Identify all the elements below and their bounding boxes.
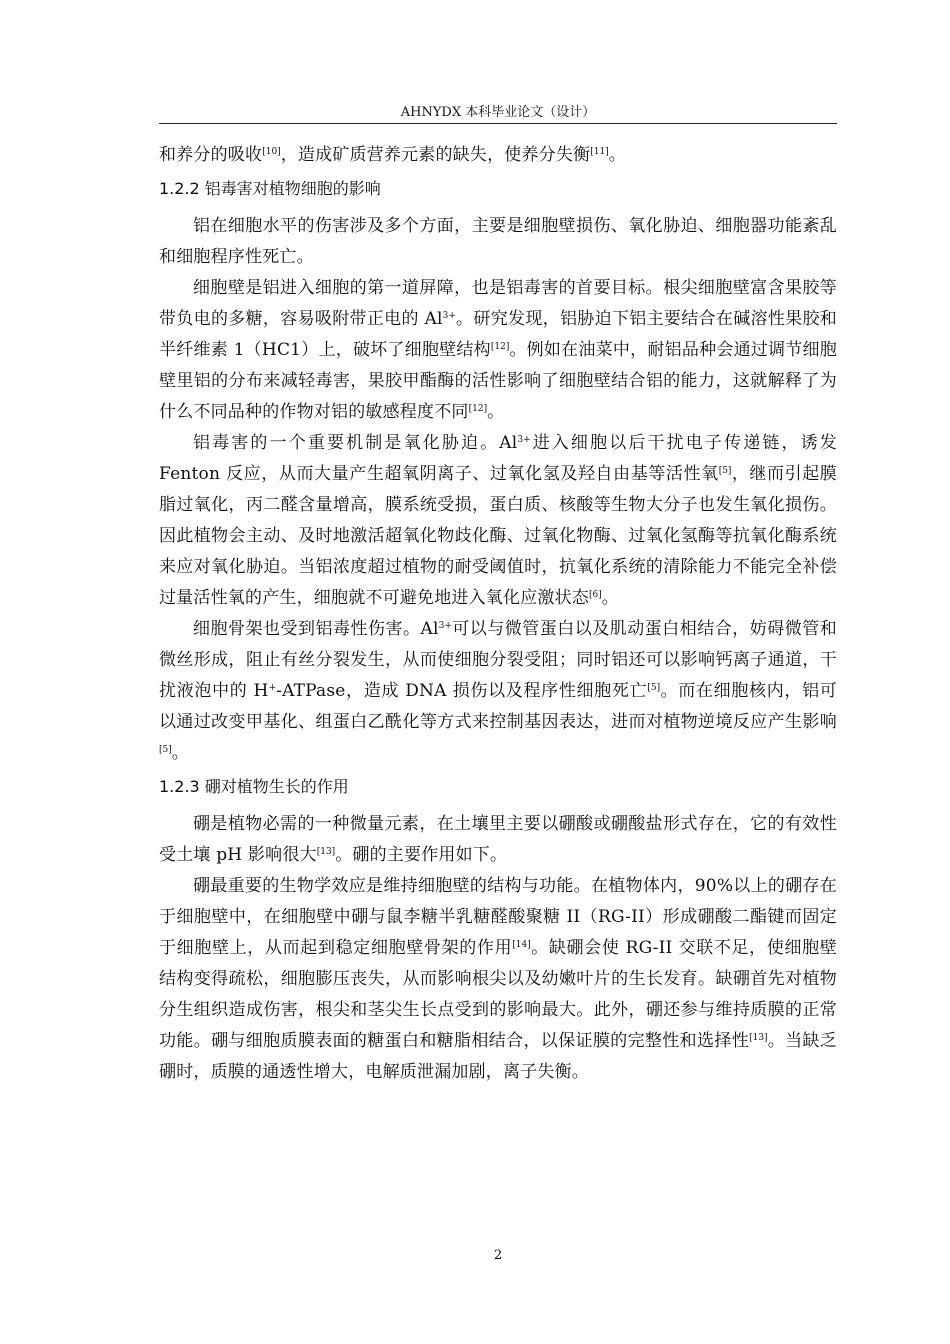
paragraph-cell-damage-overview: 铝在细胞水平的伤害涉及多个方面，主要是细胞壁损伤、氧化胁迫、细胞器功能紊乱和细胞程序性死亡。	[159, 216, 837, 267]
citation: [11]	[590, 147, 609, 157]
citation: [6]	[589, 590, 602, 600]
page-body	[159, 140, 837, 1088]
section-heading-1-2-3: 1.2.3 硼对植物生长的作用	[159, 777, 349, 796]
citation: [12]	[468, 404, 488, 414]
superscript: 3+	[442, 311, 456, 321]
text-run: 。缺硼会使 RG-II 交联不足，使细胞壁结构变得疏松，细胞膨压丧失，从而影响根尖以及幼嫩叶片的生长发育。缺硼首先对植物分生组织造成伤害，根尖和茎尖生长点受到的影响最大。此外，硼还参与维持质膜的正常功能。硼与细胞质膜表面的糖蛋白和糖脂相结合，以保证膜的完整性和选择性	[159, 938, 838, 1051]
paragraph-cytoskeleton	[159, 614, 837, 769]
text-run: 细胞骨架也受到铝毒性伤害。Al	[193, 619, 439, 639]
citation: [5]	[159, 745, 172, 755]
paragraph-cell-wall	[159, 273, 837, 428]
citation: [10]	[262, 147, 281, 157]
text-run: ，继而引起膜脂过氧化，丙二醛含量增高，膜系统受损，蛋白质、核酸等生物大分子也发生氧化损伤。因此植物会主动、及时地激活超氧化物歧化酶、过氧化物酶、过氧化氢酶等抗氧化酶系统来应对氧化胁迫。当铝浓度超过植物的耐受阈值时，抗氧化系统的清除能力不能完全补偿过量活性氧的产生，细胞就不可避免地进入氧化应激状态	[159, 464, 837, 608]
text-run: ，造成矿质营养元素的缺失，使养分失衡	[280, 145, 591, 165]
header-rule	[159, 123, 837, 124]
text-run: 可以与微管蛋白以及肌动蛋白相结合，妨碍微管和微丝形成，阻止有丝分裂发生，从而使细胞分裂受阻；同时铝还可以影响钙离子通道，干扰液泡中的 H	[159, 619, 837, 701]
text-run: 细胞壁是铝进入细胞的第一道屏障，也是铝毒害的首要目标。根尖细胞壁富含果胶等带负电的多糖，容易吸附带正电的 Al	[159, 278, 837, 329]
text-run: 和养分的吸收	[159, 145, 263, 165]
page-number: 2	[493, 1248, 503, 1263]
text-run: 。当缺乏硼时，质膜的通透性增大，电解质泄漏加剧，离子失衡。	[159, 1031, 837, 1082]
paragraph-boron-cell-wall	[159, 871, 837, 1088]
citation: [13]	[316, 847, 336, 857]
text-run: 铝毒害的一个重要机制是氧化胁迫。Al	[193, 433, 518, 453]
superscript: 3+	[517, 435, 531, 445]
superscript: 3+	[438, 621, 452, 631]
text-run: 。例如在油菜中，耐铝品种会通过调节细胞壁里铝的分布来减轻毒害，果胶甲酯酶的活性影响了细胞壁结合铝的能力，这就解释了为什么不同品种的作物对铝的敏感程度不同	[159, 340, 837, 422]
text-run: 。	[601, 588, 619, 608]
superscript: +	[268, 683, 277, 693]
text-run: 硼最重要的生物学效应是维持细胞壁的结构与功能。在植物体内，90%以上的硼存在于细胞壁中，在细胞壁中硼与鼠李糖半乳糖醛酸聚糖 II（RG-II）形成硼酸二酯键而固定于细胞壁上，从而起到稳定细胞壁骨架的作用	[159, 876, 837, 958]
text-run: 。研究发现，铝胁迫下铝主要结合在碱溶性果胶和半纤维素 1（HC1）上，破坏了细胞壁结构	[159, 309, 837, 360]
text-run: 进入细胞以后干扰电子传递链，诱发 Fenton 反应，从而大量产生超氧阴离子、过氧化氢及羟自由基等活性氧	[159, 433, 837, 484]
paragraph-oxidative-stress	[159, 428, 837, 614]
text-run: 。硼的主要作用如下。	[335, 845, 508, 865]
paragraph-continuation	[159, 140, 837, 171]
citation: [12]	[490, 342, 510, 352]
citation: [14]	[512, 940, 531, 950]
citation: [5]	[718, 466, 732, 476]
text-run: 硼是植物必需的一种微量元素，在土壤里主要以硼酸或硼酸盐形式存在，它的有效性受土壤 pH 影响很大	[159, 814, 837, 865]
text-run: 。	[171, 743, 189, 763]
paragraph-boron-intro	[159, 809, 837, 871]
text-run: 。	[487, 402, 505, 422]
text-run: -ATPase，造成 DNA 损伤以及程序性细胞死亡	[276, 681, 648, 701]
citation: [13]	[749, 1033, 768, 1043]
text-run: 。而在细胞核内，铝可以通过改变甲基化、组蛋白乙酰化等方式来控制基因表达，进而对植物逆境反应产生影响	[159, 681, 837, 732]
citation: [5]	[647, 683, 661, 693]
running-header: AHNYDX 本科毕业论文（设计）	[400, 105, 596, 120]
text-run: 。	[608, 145, 626, 165]
section-heading-1-2-2: 1.2.2 铝毒害对植物细胞的影响	[159, 179, 381, 198]
